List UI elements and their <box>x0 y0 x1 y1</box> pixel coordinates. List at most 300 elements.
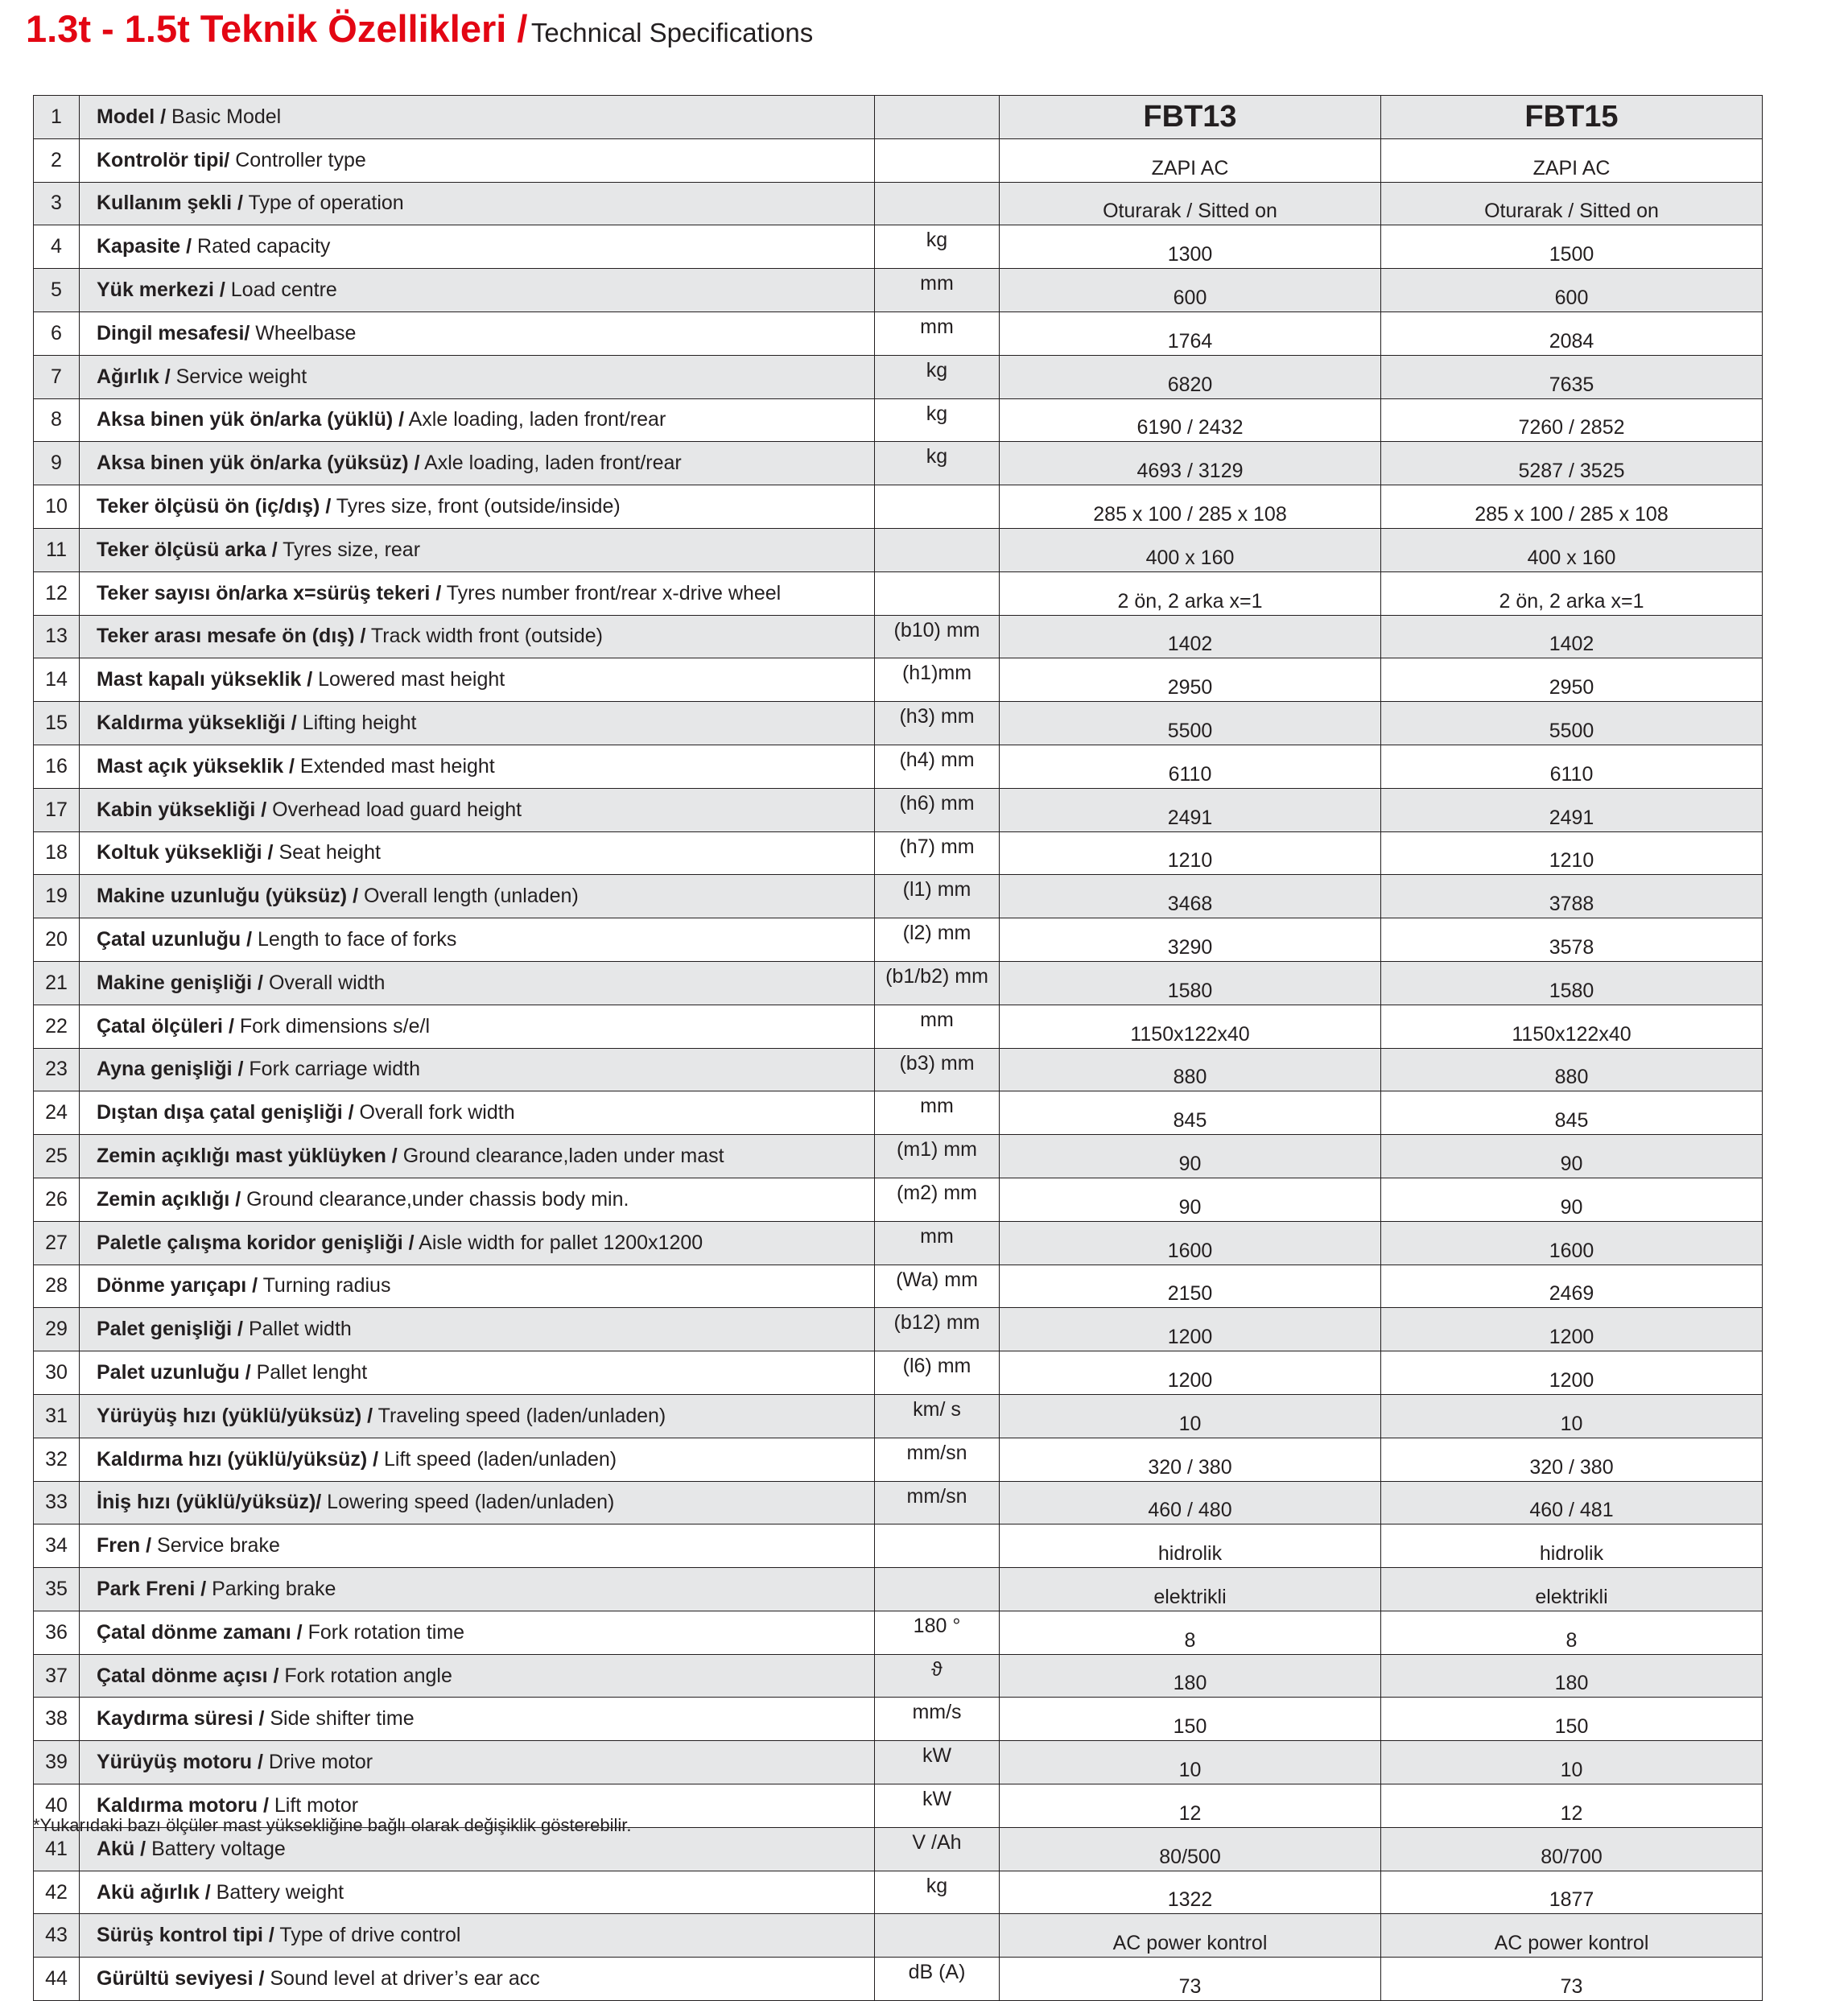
spec-label <box>80 1568 875 1611</box>
table-row <box>34 831 1763 875</box>
row-number: 43 <box>34 1914 80 1958</box>
value-fbt15: 10 <box>1381 1741 1763 1784</box>
row-number: 35 <box>34 1568 80 1611</box>
spec-label <box>80 1524 875 1568</box>
spec-label-turkish: Koltuk yüksekliği / <box>97 841 274 864</box>
spec-label-turkish: Kapasite / <box>97 235 192 258</box>
table-row <box>34 702 1763 745</box>
table-row <box>34 182 1763 225</box>
table-row <box>34 138 1763 182</box>
spec-label-english: Axle loading, laden front/rear <box>419 452 682 475</box>
spec-unit <box>875 96 1000 139</box>
table-row <box>34 1654 1763 1698</box>
value-fbt15: 1200 <box>1381 1351 1763 1395</box>
spec-label <box>80 1351 875 1395</box>
value-fbt13: 10 <box>1000 1394 1381 1438</box>
spec-label-turkish: İniş hızı (yüklü/yüksüz)/ <box>97 1491 322 1514</box>
value-fbt13: 1580 <box>1000 961 1381 1005</box>
value-fbt15: 3788 <box>1381 875 1763 918</box>
table-row <box>34 398 1763 442</box>
spec-label <box>80 1265 875 1308</box>
spec-label-english: Basic Model <box>166 105 282 128</box>
value-fbt15: 2084 <box>1381 311 1763 355</box>
spec-label-english: Service weight <box>170 365 307 388</box>
spec-label <box>80 398 875 442</box>
spec-label-turkish: Akü ağırlık / <box>97 1880 211 1904</box>
value-fbt15: 2950 <box>1381 658 1763 702</box>
spec-label-turkish: Kaldırma hızı (yüklü/yüksüz) / <box>97 1447 379 1471</box>
spec-unit: mm/sn <box>875 1481 1000 1524</box>
spec-label <box>80 1871 875 1914</box>
value-fbt15: 320 / 380 <box>1381 1438 1763 1481</box>
value-fbt15: 7260 / 2852 <box>1381 398 1763 442</box>
spec-unit: (Wa) mm <box>875 1265 1000 1308</box>
row-number: 44 <box>34 1958 80 2001</box>
spec-label-turkish: Yürüyüş motoru / <box>97 1751 263 1774</box>
spec-label-turkish: Makine genişliği / <box>97 971 263 994</box>
table-row <box>34 1914 1763 1958</box>
value-fbt15: 80/700 <box>1381 1827 1763 1871</box>
value-fbt15: 845 <box>1381 1091 1763 1135</box>
spec-label-turkish: Kullanım şekli / <box>97 192 244 215</box>
table-row <box>34 355 1763 398</box>
value-fbt15: 1210 <box>1381 831 1763 875</box>
spec-label-english: Fork rotation angle <box>278 1664 452 1687</box>
spec-unit: 180 ° <box>875 1611 1000 1654</box>
spec-label-english: Fork carriage width <box>243 1058 420 1081</box>
spec-label <box>80 138 875 182</box>
value-fbt15: 8 <box>1381 1611 1763 1654</box>
spec-label-english: Tyres size, rear <box>277 538 421 561</box>
page-title <box>26 6 813 51</box>
spec-label-turkish: Aksa binen yük ön/arka (yüklü) / <box>97 408 405 431</box>
table-row <box>34 745 1763 788</box>
spec-unit: kW <box>875 1741 1000 1784</box>
spec-label <box>80 1741 875 1784</box>
row-number: 30 <box>34 1351 80 1395</box>
value-fbt15: 10 <box>1381 1394 1763 1438</box>
value-fbt15: Oturarak / Sitted on <box>1381 182 1763 225</box>
value-fbt13: 285 x 100 / 285 x 108 <box>1000 485 1381 529</box>
spec-label-english: Fork dimensions s/e/l <box>233 1014 431 1038</box>
spec-label <box>80 831 875 875</box>
row-number: 15 <box>34 702 80 745</box>
table-row <box>34 1481 1763 1524</box>
value-fbt15: 5287 / 3525 <box>1381 442 1763 485</box>
spec-label-turkish: Çatal ölçüleri / <box>97 1014 234 1038</box>
spec-unit: (h4) mm <box>875 745 1000 788</box>
row-number: 26 <box>34 1178 80 1221</box>
spec-label <box>80 1438 875 1481</box>
spec-label-turkish: Makine uzunluğu (yüksüz) / <box>97 885 359 908</box>
table-row <box>34 658 1763 702</box>
table-row <box>34 1265 1763 1308</box>
table-row <box>34 571 1763 615</box>
spec-label-turkish: Ayna genişliği / <box>97 1058 244 1081</box>
row-number: 2 <box>34 138 80 182</box>
row-number: 5 <box>34 269 80 312</box>
value-fbt13: Oturarak / Sitted on <box>1000 182 1381 225</box>
value-fbt15: 180 <box>1381 1654 1763 1698</box>
value-fbt15: elektrikli <box>1381 1568 1763 1611</box>
row-number: 32 <box>34 1438 80 1481</box>
value-fbt15: 90 <box>1381 1135 1763 1178</box>
title-turkish: 1.3t - 1.5t Teknik Özellikleri / <box>26 7 528 50</box>
value-fbt13: 1210 <box>1000 831 1381 875</box>
spec-unit: mm/s <box>875 1698 1000 1741</box>
spec-label-turkish: Park Freni / <box>97 1577 207 1600</box>
value-fbt13: 5500 <box>1000 702 1381 745</box>
spec-label-english: Parking brake <box>206 1577 336 1600</box>
spec-label-english: Pallet width <box>243 1318 352 1341</box>
spec-label-english: Length to face of forks <box>252 928 457 951</box>
spec-label <box>80 311 875 355</box>
row-number: 9 <box>34 442 80 485</box>
value-fbt13: 1402 <box>1000 615 1381 658</box>
spec-label-turkish: Sürüş kontrol tipi / <box>97 1924 274 1947</box>
spec-label-turkish: Palet uzunluğu / <box>97 1361 251 1384</box>
spec-unit: (h7) mm <box>875 831 1000 875</box>
value-fbt13: 1200 <box>1000 1351 1381 1395</box>
value-fbt13: 320 / 380 <box>1000 1438 1381 1481</box>
value-fbt13: 2 ön, 2 arka x=1 <box>1000 571 1381 615</box>
spec-label-turkish: Çatal uzunluğu / <box>97 928 253 951</box>
spec-unit: mm <box>875 1221 1000 1265</box>
spec-unit <box>875 1524 1000 1568</box>
value-fbt15: 1580 <box>1381 961 1763 1005</box>
spec-label-english: Controller type <box>229 148 366 171</box>
row-number: 34 <box>34 1524 80 1568</box>
spec-label-english: Lifting height <box>296 712 417 735</box>
spec-label-english: Traveling speed (laden/unladen) <box>373 1404 666 1427</box>
spec-label-english: Fork rotation time <box>302 1620 465 1644</box>
spec-unit: (b12) mm <box>875 1308 1000 1351</box>
spec-label-english: Drive motor <box>262 1751 373 1774</box>
spec-label-turkish: Mast kapalı yükseklik / <box>97 668 313 691</box>
spec-label-english: Lowering speed (laden/unladen) <box>321 1491 615 1514</box>
table-row <box>34 1351 1763 1395</box>
spec-label-turkish: Palet genişliği / <box>97 1318 243 1341</box>
spec-label-english: Overall length (unladen) <box>358 885 579 908</box>
spec-label-english: Pallet lenght <box>250 1361 368 1384</box>
spec-unit: kg <box>875 442 1000 485</box>
spec-label-english: Ground clearance,under chassis body min. <box>241 1187 629 1211</box>
spec-unit: (l2) mm <box>875 918 1000 962</box>
spec-label-turkish: Dönme yarıçapı / <box>97 1274 258 1298</box>
value-fbt13: 10 <box>1000 1741 1381 1784</box>
value-fbt15: 460 / 481 <box>1381 1481 1763 1524</box>
spec-unit: kW <box>875 1784 1000 1828</box>
value-fbt13: 3290 <box>1000 918 1381 962</box>
spec-label-turkish: Yük merkezi / <box>97 278 225 302</box>
spec-label <box>80 1135 875 1178</box>
spec-label-turkish: Kaldırma motoru / <box>97 1793 269 1817</box>
row-number: 12 <box>34 571 80 615</box>
value-fbt15: 1877 <box>1381 1871 1763 1914</box>
table-row <box>34 1698 1763 1741</box>
spec-label-english: Extended mast height <box>294 754 495 778</box>
spec-label-turkish: Çatal dönme açısı / <box>97 1664 279 1687</box>
value-fbt13: 6190 / 2432 <box>1000 398 1381 442</box>
spec-label-turkish: Kontrolör tipi/ <box>97 148 230 171</box>
row-number: 36 <box>34 1611 80 1654</box>
spec-label-turkish: Aksa binen yük ön/arka (yüksüz) / <box>97 452 420 475</box>
spec-label-english: Tyres size, front (outside/inside) <box>331 495 621 518</box>
table-row <box>34 1308 1763 1351</box>
value-fbt15: 400 x 160 <box>1381 528 1763 571</box>
value-fbt15: 1600 <box>1381 1221 1763 1265</box>
row-number: 6 <box>34 311 80 355</box>
spec-label <box>80 485 875 529</box>
value-fbt15: 6110 <box>1381 745 1763 788</box>
value-fbt13: 880 <box>1000 1048 1381 1091</box>
spec-label-english: Wheelbase <box>250 321 357 345</box>
table-row <box>34 1741 1763 1784</box>
table-row <box>34 1394 1763 1438</box>
row-number: 29 <box>34 1308 80 1351</box>
row-number: 38 <box>34 1698 80 1741</box>
value-fbt13: 1764 <box>1000 311 1381 355</box>
spec-unit: (h6) mm <box>875 788 1000 831</box>
title-english: Technical Specifications <box>530 18 814 47</box>
table-row <box>34 485 1763 529</box>
spec-label <box>80 658 875 702</box>
spec-unit <box>875 1568 1000 1611</box>
row-number: 37 <box>34 1654 80 1698</box>
spec-label-turkish: Zemin açıklığı mast yüklüyken / <box>97 1145 398 1168</box>
spec-label <box>80 571 875 615</box>
spec-label <box>80 788 875 831</box>
spec-unit <box>875 528 1000 571</box>
row-number: 31 <box>34 1394 80 1438</box>
spec-unit: (l6) mm <box>875 1351 1000 1395</box>
spec-label-turkish: Ağırlık / <box>97 365 171 388</box>
table-row <box>34 918 1763 962</box>
spec-unit: mm <box>875 269 1000 312</box>
spec-unit: (b10) mm <box>875 615 1000 658</box>
spec-label-english: Battery voltage <box>146 1837 286 1860</box>
spec-label-turkish: Paletle çalışma koridor genişliği / <box>97 1231 415 1254</box>
spec-label <box>80 1048 875 1091</box>
table-row <box>34 96 1763 139</box>
spec-label <box>80 269 875 312</box>
row-number: 39 <box>34 1741 80 1784</box>
row-number: 16 <box>34 745 80 788</box>
value-fbt15: 90 <box>1381 1178 1763 1221</box>
value-fbt15: 73 <box>1381 1958 1763 2001</box>
table-row <box>34 875 1763 918</box>
spec-label-english: Rated capacity <box>192 235 331 258</box>
value-fbt13: 80/500 <box>1000 1827 1381 1871</box>
spec-label-turkish: Kaydırma süresi / <box>97 1707 265 1731</box>
spec-label <box>80 1005 875 1048</box>
spec-unit: mm <box>875 1091 1000 1135</box>
spec-label-turkish: Dingil mesafesi/ <box>97 321 250 345</box>
spec-table <box>33 95 1763 2001</box>
spec-unit <box>875 571 1000 615</box>
row-number: 42 <box>34 1871 80 1914</box>
spec-label <box>80 918 875 962</box>
spec-unit: (h1)mm <box>875 658 1000 702</box>
value-fbt13: 90 <box>1000 1135 1381 1178</box>
value-fbt15: 5500 <box>1381 702 1763 745</box>
value-fbt15: 2469 <box>1381 1265 1763 1308</box>
spec-label-english: Service brake <box>151 1534 280 1557</box>
table-row <box>34 1135 1763 1178</box>
spec-label <box>80 1481 875 1524</box>
spec-label-english: Seat height <box>273 841 381 864</box>
value-fbt13: 2950 <box>1000 658 1381 702</box>
spec-label-turkish: Zemin açıklığı / <box>97 1187 241 1211</box>
spec-label <box>80 1091 875 1135</box>
value-fbt13: 1200 <box>1000 1308 1381 1351</box>
spec-label <box>80 1308 875 1351</box>
value-fbt13: 6110 <box>1000 745 1381 788</box>
value-fbt13: AC power kontrol <box>1000 1914 1381 1958</box>
spec-unit: ϑ <box>875 1654 1000 1698</box>
spec-label-turkish: Dıştan dışa çatal genişliği / <box>97 1101 354 1124</box>
spec-unit: mm <box>875 311 1000 355</box>
table-row <box>34 1091 1763 1135</box>
value-fbt15: 12 <box>1381 1784 1763 1828</box>
spec-unit: kg <box>875 225 1000 269</box>
row-number: 33 <box>34 1481 80 1524</box>
row-number: 27 <box>34 1221 80 1265</box>
spec-unit <box>875 1914 1000 1958</box>
spec-unit <box>875 138 1000 182</box>
spec-label-english: Ground clearance,laden under mast <box>397 1145 724 1168</box>
spec-unit: dB (A) <box>875 1958 1000 2001</box>
spec-label <box>80 528 875 571</box>
spec-label-turkish: Teker sayısı ön/arka x=sürüş tekeri / <box>97 581 442 604</box>
value-fbt15: 1200 <box>1381 1308 1763 1351</box>
spec-unit: mm/sn <box>875 1438 1000 1481</box>
row-number: 3 <box>34 182 80 225</box>
spec-unit <box>875 182 1000 225</box>
row-number: 21 <box>34 961 80 1005</box>
value-fbt13: 460 / 480 <box>1000 1481 1381 1524</box>
spec-label-english: Axle loading, laden front/rear <box>404 408 666 431</box>
spec-label-turkish: Yürüyüş hızı (yüklü/yüksüz) / <box>97 1404 373 1427</box>
spec-label-turkish: Mast açık yükseklik / <box>97 754 295 778</box>
spec-unit: km/ s <box>875 1394 1000 1438</box>
row-number: 41 <box>34 1827 80 1871</box>
spec-label <box>80 1698 875 1741</box>
table-row <box>34 1005 1763 1048</box>
spec-label-turkish: Teker ölçüsü ön (iç/dış) / <box>97 495 332 518</box>
spec-label-turkish: Fren / <box>97 1534 152 1557</box>
spec-unit: (h3) mm <box>875 702 1000 745</box>
row-number: 10 <box>34 485 80 529</box>
value-fbt15: 150 <box>1381 1698 1763 1741</box>
row-number: 7 <box>34 355 80 398</box>
table-row <box>34 1048 1763 1091</box>
table-row <box>34 1438 1763 1481</box>
spec-label <box>80 96 875 139</box>
spec-label-turkish: Teker arası mesafe ön (dış) / <box>97 625 366 648</box>
value-fbt13: 1150x122x40 <box>1000 1005 1381 1048</box>
value-fbt13: 180 <box>1000 1654 1381 1698</box>
value-fbt13: ZAPI AC <box>1000 138 1381 182</box>
spec-label-english: Aisle width for pallet 1200x1200 <box>414 1231 703 1254</box>
spec-label <box>80 1958 875 2001</box>
spec-label-english: Type of operation <box>243 192 404 215</box>
spec-label-english: Overall width <box>263 971 386 994</box>
row-number: 4 <box>34 225 80 269</box>
spec-label <box>80 1611 875 1654</box>
spec-label-english: Tyres number front/rear x-drive wheel <box>441 581 782 604</box>
value-fbt13: 12 <box>1000 1784 1381 1828</box>
row-number: 18 <box>34 831 80 875</box>
spec-label <box>80 225 875 269</box>
spec-label <box>80 442 875 485</box>
value-fbt13: 150 <box>1000 1698 1381 1741</box>
row-number: 28 <box>34 1265 80 1308</box>
spec-unit <box>875 485 1000 529</box>
value-fbt15: 600 <box>1381 269 1763 312</box>
table-row <box>34 528 1763 571</box>
row-number: 25 <box>34 1135 80 1178</box>
spec-label <box>80 745 875 788</box>
row-number: 20 <box>34 918 80 962</box>
spec-label-english: Sound level at driver’s ear acc <box>264 1967 540 1991</box>
value-fbt13: 6820 <box>1000 355 1381 398</box>
spec-label-turkish: Gürültü seviyesi / <box>97 1967 265 1991</box>
spec-label-turkish: Çatal dönme zamanı / <box>97 1620 303 1644</box>
table-row <box>34 961 1763 1005</box>
spec-label-turkish: Akü / <box>97 1837 146 1860</box>
spec-label <box>80 1394 875 1438</box>
spec-label-turkish: Kabin yüksekliği / <box>97 798 267 821</box>
column-header-fbt15: FBT15 <box>1381 96 1763 139</box>
value-fbt15: 285 x 100 / 285 x 108 <box>1381 485 1763 529</box>
spec-unit: (b3) mm <box>875 1048 1000 1091</box>
spec-label <box>80 961 875 1005</box>
value-fbt15: 880 <box>1381 1048 1763 1091</box>
spec-label-english: Lift motor <box>268 1793 359 1817</box>
value-fbt15: AC power kontrol <box>1381 1914 1763 1958</box>
spec-label-english: Load centre <box>225 278 337 302</box>
spec-unit: (m1) mm <box>875 1135 1000 1178</box>
value-fbt13: 600 <box>1000 269 1381 312</box>
spec-label-turkish: Model / <box>97 105 167 128</box>
spec-unit: (l1) mm <box>875 875 1000 918</box>
spec-label-turkish: Kaldırma yüksekliği / <box>97 712 297 735</box>
spec-unit: V /Ah <box>875 1827 1000 1871</box>
spec-label-english: Side shifter time <box>264 1707 415 1731</box>
table-row <box>34 1611 1763 1654</box>
row-number: 17 <box>34 788 80 831</box>
row-number: 19 <box>34 875 80 918</box>
value-fbt13: 4693 / 3129 <box>1000 442 1381 485</box>
table-row <box>34 1178 1763 1221</box>
value-fbt15: 1402 <box>1381 615 1763 658</box>
row-number: 23 <box>34 1048 80 1091</box>
value-fbt13: 8 <box>1000 1611 1381 1654</box>
table-row <box>34 1568 1763 1611</box>
value-fbt13: 3468 <box>1000 875 1381 918</box>
row-number: 24 <box>34 1091 80 1135</box>
table-row <box>34 615 1763 658</box>
spec-unit: mm <box>875 1005 1000 1048</box>
value-fbt15: 2 ön, 2 arka x=1 <box>1381 571 1763 615</box>
value-fbt13: elektrikli <box>1000 1568 1381 1611</box>
spec-label <box>80 355 875 398</box>
spec-label <box>80 1914 875 1958</box>
spec-label-english: Overhead load guard height <box>266 798 522 821</box>
table-row <box>34 269 1763 312</box>
value-fbt13: 2491 <box>1000 788 1381 831</box>
